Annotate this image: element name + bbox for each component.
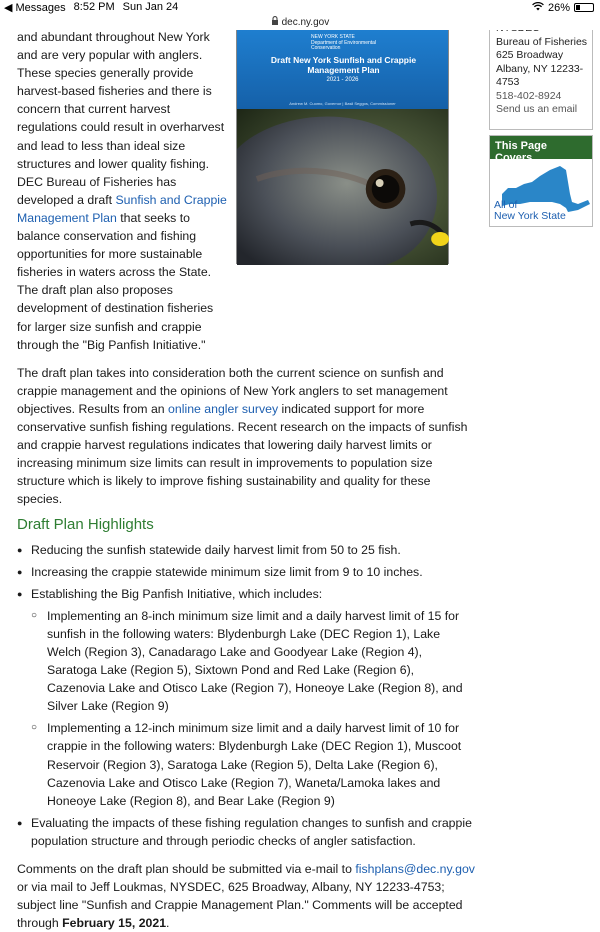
url-text: dec.ny.gov xyxy=(281,17,330,28)
status-bar xyxy=(0,0,600,16)
right-sidebar xyxy=(489,10,593,227)
management-plan-link[interactable]: Sunfish and Crappie Management Plan xyxy=(17,192,227,225)
angler-survey-link[interactable]: online angler survey xyxy=(168,401,279,416)
status-time: 8:52 PM xyxy=(73,1,115,13)
cover-title: Draft New York Sunfish and Crappie Management Plan xyxy=(270,55,417,75)
highlights-heading: Draft Plan Highlights xyxy=(17,516,154,534)
city-line: Albany, NY 12233- xyxy=(496,62,584,75)
intro-paragraph: and abundant throughout New York and are very popular with anglers. These species generally provide harvest-based fisheries and there is concern that current harvest regulations could result in overharvest and lead to less than ideal size structures and lower quality fishing. DEC Bureau of Fisheries has developed a draft Sunfish and Crappie Management Plan that seeks to balance conservation and fishing opportunities for more sustainable fisheries in waters across the State. The draft plan also proposes development of destination fisheries for larger size sunfish and crappie through the "Big Panfish Initiative." xyxy=(17,30,227,352)
url-bar[interactable] xyxy=(0,16,600,30)
zip-extension: 4753 xyxy=(496,76,520,88)
comment-deadline: February 15, 2021 xyxy=(62,916,167,931)
list-item: ● Increasing the crappie statewide minimum size limit from 9 to 10 inches. xyxy=(17,563,475,581)
page-covers-title: This Page Covers xyxy=(490,136,592,159)
article-body xyxy=(17,28,475,932)
cover-years: 2021 - 2026 xyxy=(326,77,359,83)
list-item: ● Establishing the Big Panfish Initiative, which includes: ○ Implementing an 8-inch minimum size limit and a daily harvest limit of 15 for sunfish in the following waters: Blydenburgh Lake (DEC Region 1), Lake Welch (Region 3), Canadarago Lake and Goodyear Lake (Region 4), Saratoga Lake (Region 5), Sixtown Pond and Red Lake (Region 6), Cazenovia Lake and Otisco Lake (Region 7), Honeoye Lake (Region 8), and Silver Lake (Region 9) ○ Implementing a 12-inch minimum size limit and a daily harvest limit of 10 for crappie in the following waters: Blydenburgh Lake (DEC Region 1), Muscoot Reservoir (Region 3), Saratoga Lake (Region 5), Delta Lake (Region 6), Cazenovia Lake and Otisco Lake (Region 7), Waneta/Lamoka lakes and Honeoye Lake (Region 8), and Bear Lake (Region 9) xyxy=(17,585,475,810)
list-item: ● Evaluating the impacts of these fishing regulation changes to sunfish and crappie population structure and through periodic checks of angler satisfaction. xyxy=(17,814,475,850)
list-item: ● Reducing the sunfish statewide daily harvest limit from 50 to 25 fish. xyxy=(17,541,475,559)
fishplans-email-link[interactable]: fishplans@dec.ny.gov xyxy=(355,862,475,877)
list-item: ○ Implementing a 12-inch minimum size limit and a daily harvest limit of 10 for crappie in the following waters: Blydenburgh Lake (DEC Region 1), Muscoot Reservoir (Region 3), Saratoga Lake (Region 5), Delta Lake (Region 6), Cazenovia Lake and Otisco Lake (Region 7), Waneta/Lamoka lakes and Honeoye Lake (Region 8), and Bear Lake (Region 9) xyxy=(31,719,475,809)
panfish-initiative-list xyxy=(31,607,475,810)
battery-percent: 26% xyxy=(547,1,570,14)
back-to-messages-link[interactable]: ◀ Messages xyxy=(4,2,66,14)
status-date: Sun Jan 24 xyxy=(122,1,179,13)
wifi-icon xyxy=(532,1,544,14)
all-of-nys-link[interactable]: All of New York State xyxy=(494,199,566,222)
highlights-list xyxy=(17,541,475,851)
comments-paragraph: Comments on the draft plan should be submitted via e-mail to fishplans@dec.ny.gov or via mail to Jeff Loukmas, NYSDEC, 625 Broadway, Albany, NY 12233-4753; subject line "Sunfish and Crappie Management Plan." Comments will be accepted through February 15, 2021. xyxy=(17,862,475,931)
lock-icon xyxy=(271,17,282,28)
bureau-name: Bureau of Fisheries xyxy=(496,35,588,48)
cover-names: Andrew M. Cuomo, Governor | Basil Seggos, Commissioner xyxy=(289,101,396,106)
dec-logo: NEW YORK STATE Department of Environmental Conservation xyxy=(311,34,377,51)
battery-icon xyxy=(574,3,594,12)
street-address: 625 Broadway xyxy=(496,49,564,61)
plan-considerations-paragraph: The draft plan takes into consideration both the current science on sunfish and crappie management and the opinions of New York anglers to set management objectives. Results from an online angler survey indicated support for more conservative sunfish fishing regulations. Recent research on the impacts of sunfish and crappie harvest regulations indicates that lowering daily harvest limits or increasing minimum size limits can result in improvements to population size structure which is likely to improve fishing sustainability and quality for these species. xyxy=(17,365,468,507)
phone-number[interactable]: 518-402-8924 xyxy=(496,89,562,102)
page-covers-box xyxy=(489,135,593,227)
list-item: ○ Implementing an 8-inch minimum size limit and a daily harvest limit of 15 for sunfish in the following waters: Blydenburgh Lake (DEC Region 1), Lake Welch (Region 3), Canadarago Lake and Goodyear Lake (Region 4), Saratoga Lake (Region 5), Sixtown Pond and Red Lake (Region 6), Cazenovia Lake and Otisco Lake (Region 7), Honeoye Lake (Region 8), and Silver Lake (Region 9) xyxy=(31,607,475,716)
send-email-link[interactable]: Send us an email xyxy=(496,103,578,115)
